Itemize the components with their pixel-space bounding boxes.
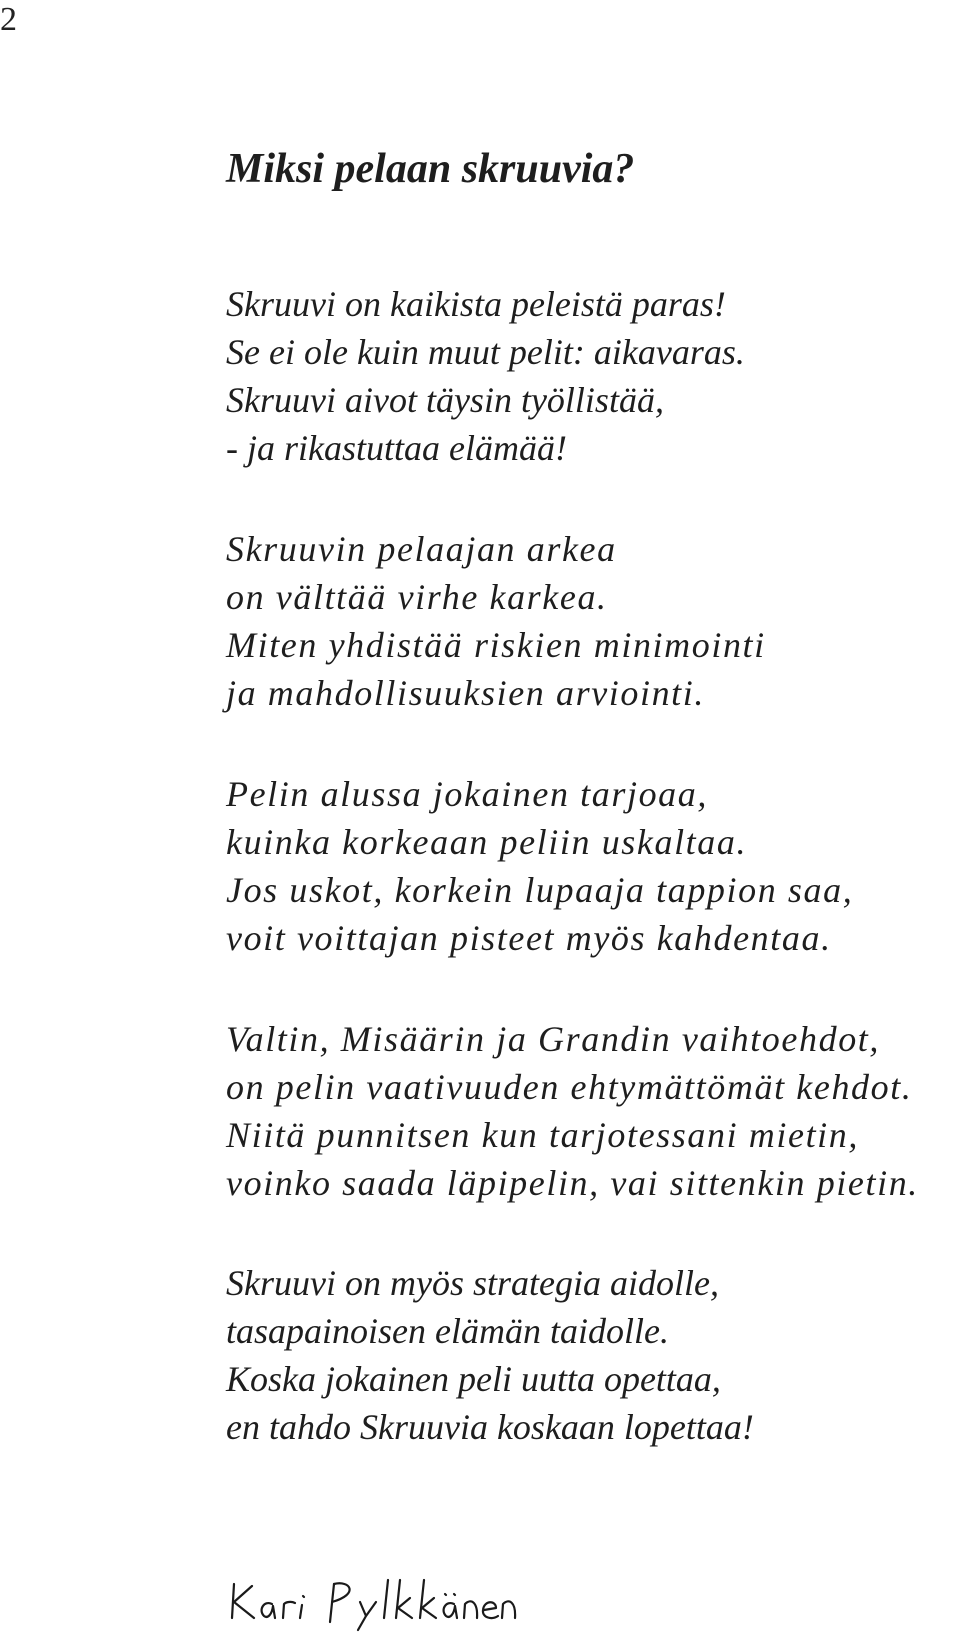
poem-line: Miten yhdistää riskien minimointi bbox=[226, 625, 766, 665]
poem-line: voit voittajan pisteet myös kahdentaa. bbox=[226, 918, 832, 958]
poem-line: Skruuvi on kaikista peleistä paras! bbox=[226, 284, 726, 324]
poem-line: kuinka korkeaan peliin uskaltaa. bbox=[226, 822, 748, 862]
poem-line: Skruuvi on myös strategia aidolle, bbox=[226, 1263, 719, 1303]
poem-title: Miksi pelaan skruuvia? bbox=[226, 146, 635, 192]
poem-line: voinko saada läpipelin, vai sittenkin pietin. bbox=[226, 1163, 919, 1203]
poem-line: ja mahdollisuuksien arviointi. bbox=[226, 673, 705, 713]
handwritten-signature bbox=[228, 1572, 518, 1637]
poem-line: on pelin vaativuuden ehtymättömät kehdot. bbox=[226, 1067, 913, 1107]
poem-line: Se ei ole kuin muut pelit: aikavaras. bbox=[226, 332, 745, 372]
poem-line: Skruuvin pelaajan arkea bbox=[226, 529, 617, 569]
signature-drawing bbox=[228, 1572, 518, 1632]
poem-line: Koska jokainen peli uutta opettaa, bbox=[226, 1359, 721, 1399]
poem-line: Niitä punnitsen kun tarjotessani mietin, bbox=[226, 1115, 859, 1155]
poem-line: en tahdo Skruuvia koskaan lopettaa! bbox=[226, 1407, 754, 1447]
poem-line: Pelin alussa jokainen tarjoaa, bbox=[226, 774, 708, 814]
poem-line: Skruuvi aivot täysin työllistää, bbox=[226, 380, 664, 420]
poem-line: Valtin, Misäärin ja Grandin vaihtoehdot, bbox=[226, 1019, 880, 1059]
poem-line: on välttää virhe karkea. bbox=[226, 577, 608, 617]
poem-line: Jos uskot, korkein lupaaja tappion saa, bbox=[226, 870, 854, 910]
poem-line: tasapainoisen elämän taidolle. bbox=[226, 1311, 669, 1351]
poem-line: - ja rikastuttaa elämää! bbox=[226, 428, 567, 468]
page-number: 2 bbox=[0, 1, 17, 38]
